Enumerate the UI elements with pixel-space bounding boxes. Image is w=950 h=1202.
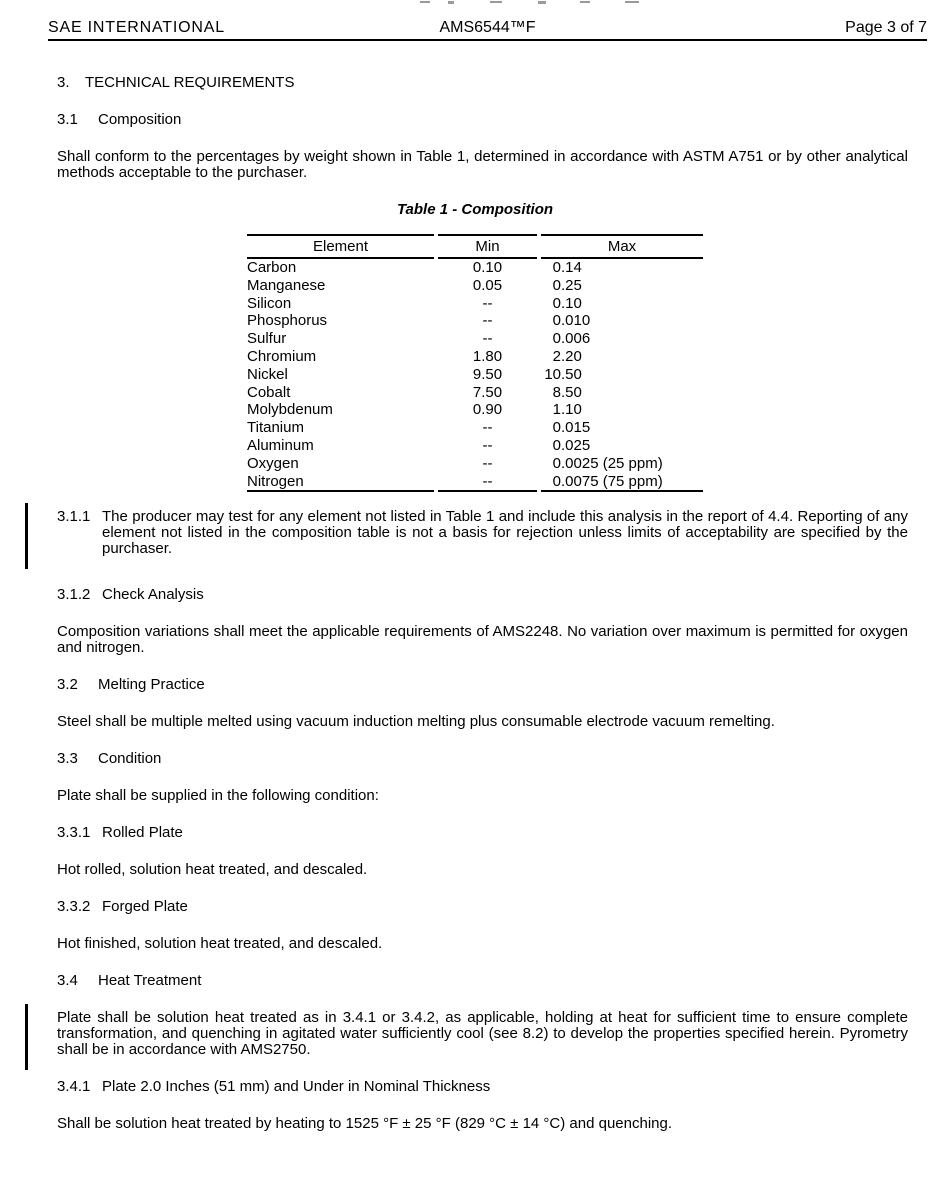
paragraph-composition: Shall conform to the percentages by weight shown in Table 1, determined in accordance with ASTM A751 or by other analytical methods acceptable to the purchaser. <box>57 148 908 181</box>
max-value: 10.50 <box>544 365 582 383</box>
page-content <box>48 19 927 1133</box>
column-header-max: Max <box>541 234 703 259</box>
min-value: 0.10 <box>472 259 503 276</box>
element-name: Manganese <box>247 276 326 294</box>
section-title: Composition <box>98 111 182 128</box>
paragraph-3-4-1-text: Shall be solution heat treated by heating to 1525 °F ± 25 °F (829 °C ± 14 °C) and quenching. <box>57 1115 673 1133</box>
min-value: -- <box>482 330 493 348</box>
table1-block <box>243 202 707 492</box>
paragraph-3-1-1 <box>57 509 908 557</box>
section-title: Plate 2.0 Inches (51 mm) and Under in Nominal Thickness <box>102 1078 491 1096</box>
table-row <box>247 437 703 455</box>
element-name: Cobalt <box>247 383 291 401</box>
paragraph-check-analysis: Composition variations shall meet the applicable requirements of AMS2248. No variation over maximum is permitted for oxygen and nitrogen. <box>57 623 908 657</box>
element-name: Titanium <box>247 419 304 437</box>
section-number: 3.2 <box>57 676 78 694</box>
table-row <box>247 330 703 348</box>
section-number: 3.1 <box>57 111 78 128</box>
revision-change-bar <box>25 503 28 569</box>
section-number: 3.1.1 <box>57 508 91 526</box>
section-number: 3. <box>57 74 70 91</box>
min-value: -- <box>482 312 493 330</box>
paragraph-condition: Plate shall be supplied in the following condition: <box>57 787 379 805</box>
min-value: 1.80 <box>472 347 503 365</box>
max-value: 0.006 <box>552 330 591 348</box>
min-value: 7.50 <box>472 383 503 401</box>
section-heading-3-4 <box>57 973 908 989</box>
paragraph-forged-plate: Hot finished, solution heat treated, and descaled. <box>57 935 383 953</box>
element-name: Molybdenum <box>247 401 333 419</box>
header-organization: SAE INTERNATIONAL <box>48 19 225 36</box>
element-name: Nitrogen <box>247 473 434 493</box>
table-row <box>247 455 703 473</box>
max-value: 0.0075 (75 ppm) <box>541 473 703 493</box>
section-title: Heat Treatment <box>98 972 202 990</box>
min-value: 9.50 <box>472 365 503 383</box>
section-title: Rolled Plate <box>102 824 183 842</box>
max-value: 0.25 <box>552 276 582 294</box>
max-value: 0.14 <box>552 259 582 276</box>
section-title: TECHNICAL REQUIREMENTS <box>85 74 295 91</box>
element-name: Nickel <box>247 365 288 383</box>
element-name: Aluminum <box>247 436 314 454</box>
section-heading-3-3-2 <box>57 899 908 915</box>
paragraph-text: Plate shall be solution heat treated as in 3.4.1 or 3.4.2, as applicable, holding at heat for sufficient time to ensure complete transformation, and quenching in agitated water sufficiently cool (see 8.2) to develop the properties specified herein. Pyrometry shall be in accordance with AMS2750. <box>57 1009 908 1059</box>
min-value: -- <box>438 473 537 493</box>
element-name: Phosphorus <box>247 312 328 330</box>
table-row <box>247 366 703 384</box>
element-name: Silicon <box>247 294 292 312</box>
section-number: 3.4.1 <box>57 1078 91 1096</box>
paragraph-rolled-plate: Hot rolled, solution heat treated, and descaled. <box>57 861 368 879</box>
max-value: 8.50 <box>552 383 582 401</box>
min-value: -- <box>482 454 493 472</box>
section-title: Check Analysis <box>102 586 204 604</box>
revision-change-bar <box>25 1004 28 1070</box>
table1-composition <box>243 234 707 492</box>
section-heading-3 <box>57 75 908 91</box>
section-number: 3.4 <box>57 972 78 990</box>
section-heading-3-4-1 <box>57 1079 908 1095</box>
paragraph-heat-treatment <box>57 1010 908 1058</box>
section-number: 3.1.2 <box>57 586 91 604</box>
table-row <box>247 348 703 366</box>
min-value: 0.90 <box>472 401 503 419</box>
max-value: 0.0025 (25 ppm) <box>552 454 663 472</box>
table-row <box>247 277 703 295</box>
element-name: Oxygen <box>247 454 299 472</box>
table-row <box>247 473 703 493</box>
max-value: 1.10 <box>552 401 582 419</box>
min-value: 0.05 <box>472 276 503 294</box>
clipped-text-fragments <box>420 1 660 8</box>
section-number: 3.3.1 <box>57 824 91 842</box>
element-name: Carbon <box>247 259 297 276</box>
table-row <box>247 295 703 313</box>
element-name: Sulfur <box>247 330 287 348</box>
max-value: 0.015 <box>552 419 591 437</box>
section-title: Forged Plate <box>102 898 188 916</box>
min-value: -- <box>482 294 493 312</box>
max-value: 0.10 <box>552 294 582 312</box>
table-row <box>247 312 703 330</box>
section-heading-3-3-1 <box>57 825 908 841</box>
section-heading-3-1 <box>57 112 908 128</box>
column-header-element: Element <box>247 234 434 259</box>
table-row <box>247 401 703 419</box>
section-title: Condition <box>98 750 162 768</box>
table-row <box>247 419 703 437</box>
page-header <box>48 19 927 41</box>
header-spec-number: AMS6544™F <box>439 19 536 36</box>
table-row <box>247 259 703 277</box>
section-heading-3-2 <box>57 677 908 693</box>
section-title: Melting Practice <box>98 676 205 694</box>
paragraph-text: The producer may test for any element not listed in Table 1 and include this analysis in the report of 4.4. Reporting of any element not listed in the composition table is not a basis for rejection unless limits of acceptability are specified by the purchaser. <box>102 508 908 558</box>
table-header-row <box>247 234 703 259</box>
paragraph-melting: Steel shall be multiple melted using vacuum induction melting plus consumable electrode vacuum remelting. <box>57 713 775 731</box>
max-value: 0.025 <box>552 436 591 454</box>
section-heading-3-3 <box>57 751 908 767</box>
column-header-min: Min <box>438 234 537 259</box>
min-value: -- <box>482 436 493 454</box>
min-value: -- <box>482 419 493 437</box>
section-number: 3.3.2 <box>57 898 91 916</box>
max-value: 0.010 <box>552 312 591 330</box>
table1-title: Table 1 - Composition <box>396 201 554 218</box>
header-page-number: Page 3 of 7 <box>845 19 927 36</box>
max-value: 2.20 <box>552 347 582 365</box>
element-name: Chromium <box>247 347 317 365</box>
section-heading-3-1-2 <box>57 587 908 603</box>
table-row <box>247 384 703 402</box>
section-number: 3.3 <box>57 750 78 768</box>
